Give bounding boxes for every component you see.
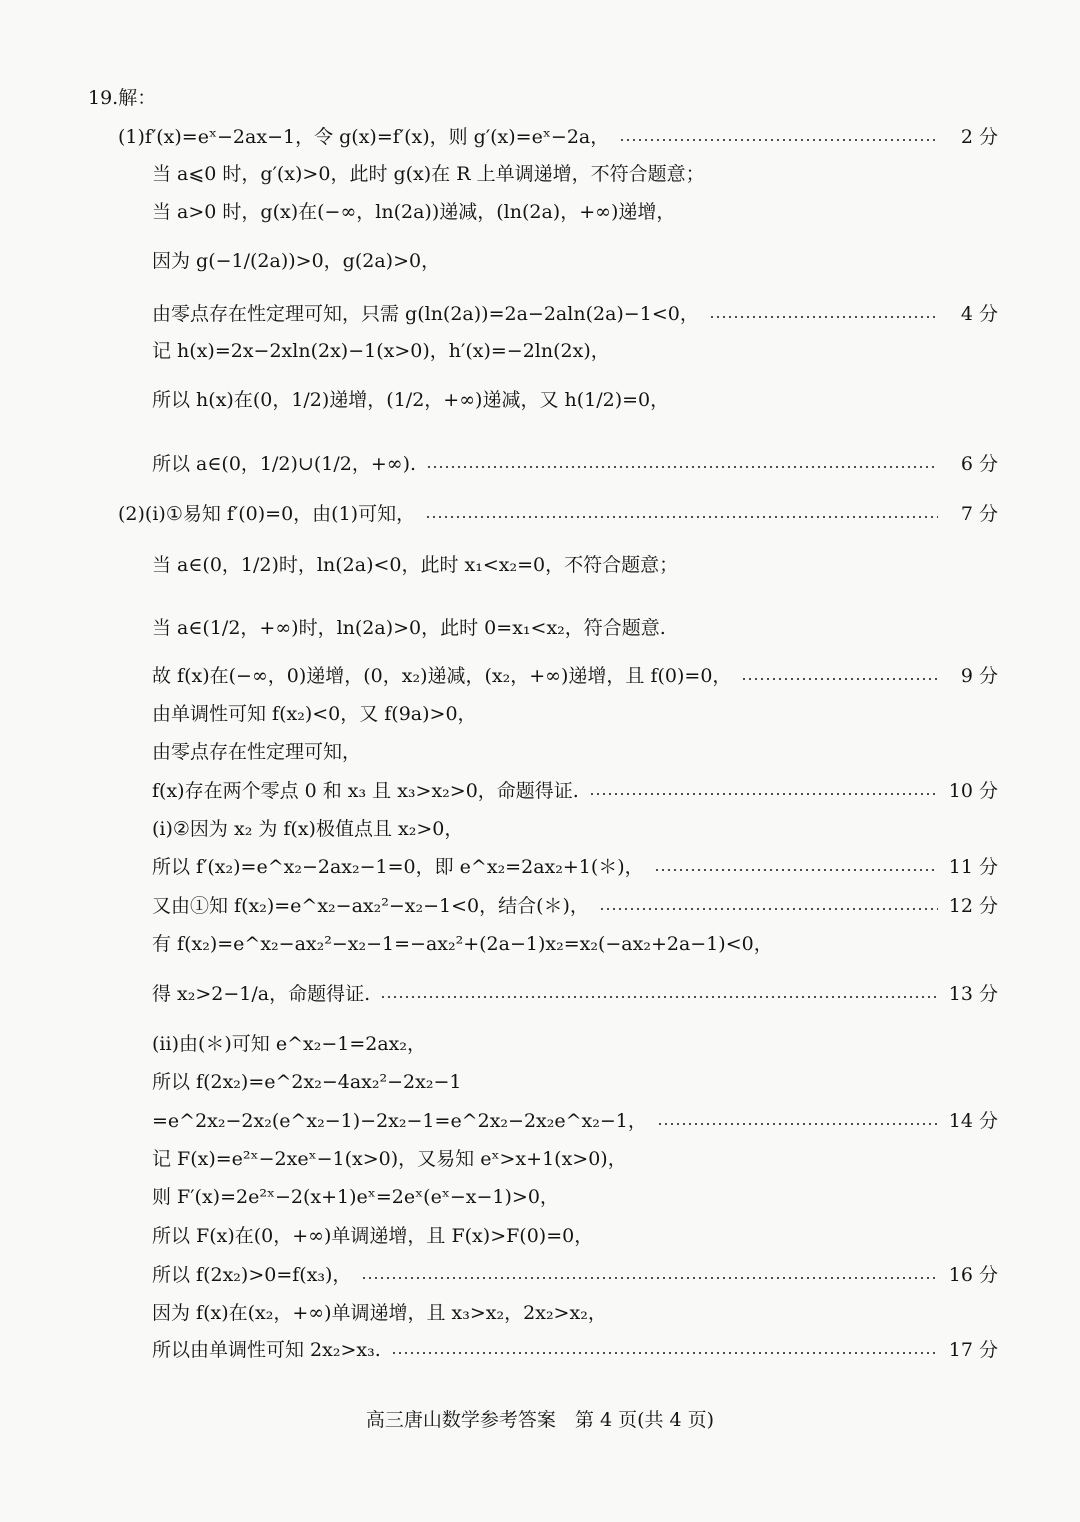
score-label: 14 分 [948,1110,998,1132]
solution-line [152,847,998,887]
solution-line [152,694,477,734]
solution-line-text: 记 h(x)=2x−2xln(2x)−1(x>0)，h′(x)=−2ln(2x)， [152,340,610,362]
solution-line-text: (1)f′(x)=eˣ−2ax−1，令 g(x)=f′(x)，则 g′(x)=eˣ−2a， [118,126,610,148]
dot-leader [654,869,938,871]
score-label: 13 分 [948,983,998,1005]
solution-line [152,1216,593,1256]
solution-line [152,656,998,696]
solution-line-text: f(x)存在两个零点 0 和 x₃ 且 x₃>x₂>0，命题得证. [152,780,579,802]
solution-line-text: 由零点存在性定理可知， [152,741,362,763]
solution-line [118,494,998,534]
solution-line-text: 因为 g(−1/(2a))>0，g(2a)>0， [152,250,441,272]
solution-line [152,1177,559,1217]
solution-line-text: 记 F(x)=e²ˣ−2xeˣ−1(x>0)，又易知 eˣ>x+1(x>0)， [152,1148,627,1170]
solution-line-text: 所以 f′(x₂)=e^x₂−2ax₂−1=0，即 e^x₂=2ax₂+1(＊)， [152,856,644,878]
dot-leader [380,996,938,998]
score-label: 7 分 [960,503,998,525]
solution-line-text: =e^2x₂−2x₂(e^x₂−1)−2x₂−1=e^2x₂−2x₂e^x₂−1， [152,1110,647,1132]
dot-leader [425,516,938,518]
dot-leader [619,139,938,141]
solution-line-text: 由零点存在性定理可知，只需 g(ln(2a))=2a−2aln(2a)−1<0， [152,303,699,325]
solution-line-text: 所以 f(2x₂)>0=f(x₃)， [152,1264,352,1286]
score-label: 2 分 [960,126,998,148]
solution-line [152,294,998,334]
solution-line [118,117,998,157]
solution-line-text: 当 a∈(0，1/2)时，ln(2a)<0，此时 x₁<x₂=0，不符合题意； [152,554,679,576]
solution-line [152,886,998,926]
solution-line [152,444,998,484]
solution-line-text: 因为 f(x)在(x₂，+∞)单调递增，且 x₃>x₂，2x₂>x₂， [152,1302,607,1324]
solution-line [152,154,705,194]
dot-leader [657,1123,938,1125]
dot-leader [741,678,938,680]
solution-line-text: 又由①知 f(x₂)=e^x₂−ax₂²−x₂−1<0，结合(＊)， [152,895,589,917]
solution-line-text: 有 f(x₂)=e^x₂−ax₂²−x₂−1=−ax₂²+(2a−1)x₂=x₂(−ax₂+2a−1)<0， [152,933,773,955]
solution-line-text: (ii)由(＊)可知 e^x₂−1=2ax₂， [152,1033,427,1055]
solution-line [152,1024,426,1064]
solution-line [152,732,361,772]
solution-line [152,192,675,232]
dot-leader [709,316,938,318]
solution-line [152,974,998,1014]
dot-leader [599,908,938,910]
solution-line-text: 所以 a∈(0，1/2)∪(1/2，+∞). [152,453,417,475]
solution-line-text: 故 f(x)在(−∞，0)递增，(0，x₂)递减，(x₂，+∞)递增，且 f(0)=0， [152,665,732,687]
solution-line-text: 则 F′(x)=2e²ˣ−2(x+1)eˣ=2eˣ(eˣ−x−1)>0， [152,1186,559,1208]
solution-line [152,1062,461,1102]
dot-leader [391,1352,938,1354]
solution-line [152,608,666,648]
solution-line [152,380,669,420]
problem-heading: 19.解： [88,87,157,109]
solution-line [152,1330,998,1370]
solution-line [152,924,773,964]
score-label: 10 分 [948,780,998,802]
solution-line-text: 所以由单调性可知 2x₂>x₃. [152,1339,381,1361]
solution-line [152,1139,627,1179]
score-label: 17 分 [948,1339,998,1361]
solution-line [152,241,440,281]
score-label: 11 分 [948,856,998,878]
solution-line [152,771,998,811]
solution-line-text: 当 a∈(1/2，+∞)时，ln(2a)>0，此时 0=x₁<x₂，符合题意. [152,617,666,639]
page-footer: 高三唐山数学参考答案 第 4 页(共 4 页) [365,1409,715,1431]
solution-line-text: 所以 f(2x₂)=e^2x₂−4ax₂²−2x₂−1 [152,1071,462,1093]
solution-line-text: (i)②因为 x₂ 为 f(x)极值点且 x₂>0， [152,818,464,840]
dot-leader [361,1277,938,1279]
score-label: 4 分 [960,303,998,325]
score-label: 9 分 [960,665,998,687]
solution-line [152,1101,998,1141]
solution-line-text: (2)(i)①易知 f′(0)=0，由(1)可知， [118,503,416,525]
solution-line-text: 由单调性可知 f(x₂)<0，又 f(9a)>0， [152,703,477,725]
solution-line-text: 得 x₂>2−1/a，命题得证. [152,983,371,1005]
solution-line-text: 所以 h(x)在(0，1/2)递增，(1/2，+∞)递减，又 h(1/2)=0， [152,389,670,411]
score-label: 6 分 [960,453,998,475]
dot-leader [589,793,938,795]
solution-line-text: 当 a⩽0 时，g′(x)>0，此时 g(x)在 R 上单调递增，不符合题意； [152,163,705,185]
solution-line [152,1293,607,1333]
solution-line-text: 当 a>0 时，g(x)在(−∞，ln(2a))递减，(ln(2a)，+∞)递增， [152,201,676,223]
score-label: 16 分 [948,1264,998,1286]
score-label: 12 分 [948,895,998,917]
solution-line [152,1255,998,1295]
solution-line [152,331,610,371]
dot-leader [426,466,938,468]
solution-line-text: 所以 F(x)在(0，+∞)单调递增，且 F(x)>F(0)=0， [152,1225,594,1247]
solution-line [152,545,678,585]
solution-line [152,809,463,849]
